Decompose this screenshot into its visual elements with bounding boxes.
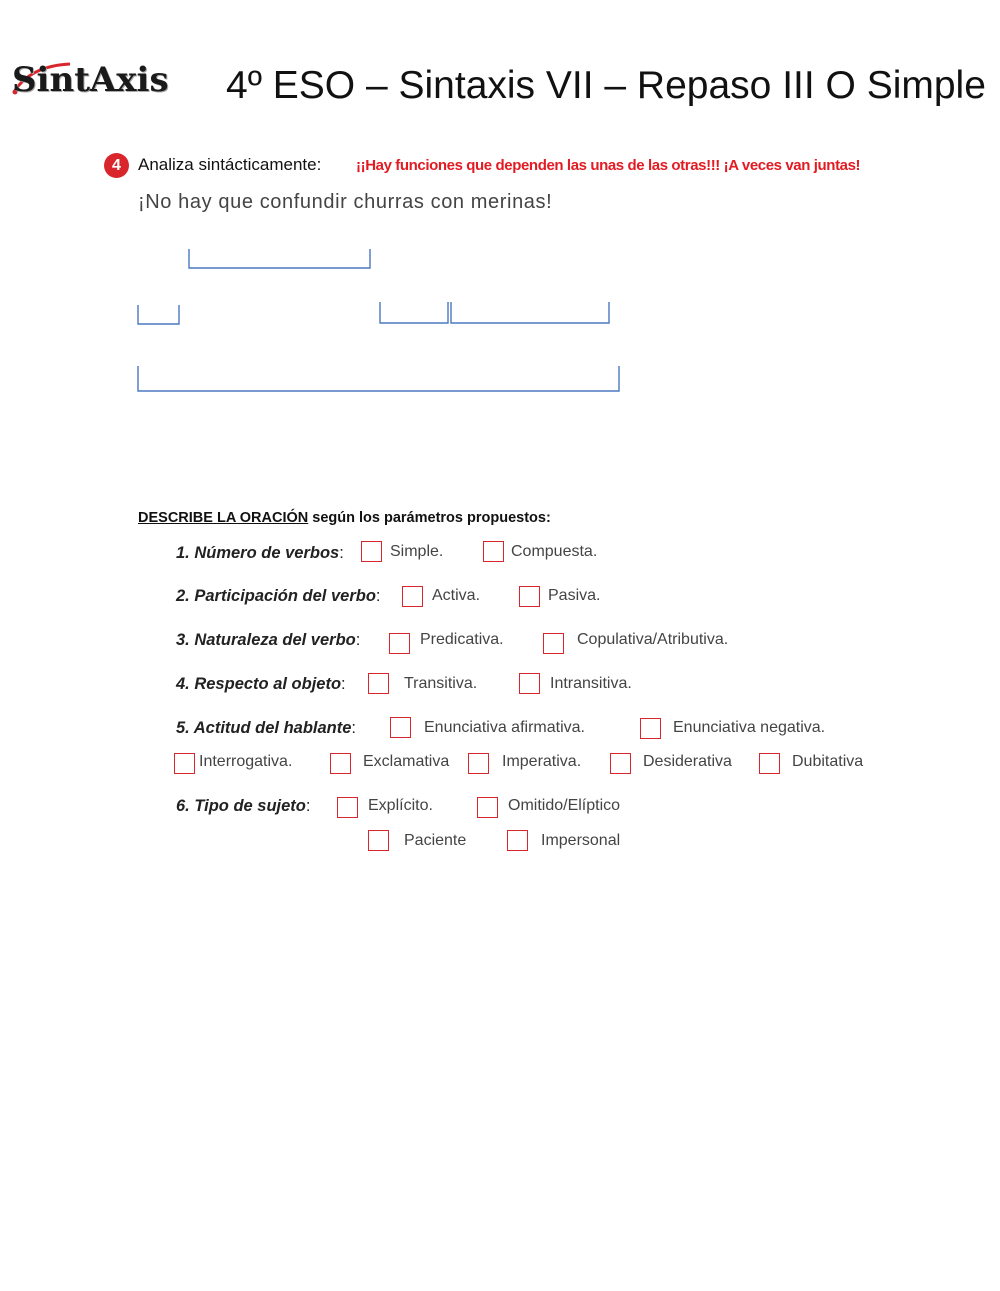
- checkbox-transitiva[interactable]: [368, 673, 389, 694]
- exercise-sentence: ¡No hay que confundir churras con merinas!: [138, 191, 553, 213]
- checkbox-enunciativa-afirmativa[interactable]: [390, 717, 411, 738]
- option-enunciativa-negativa: Enunciativa negativa.: [673, 719, 826, 736]
- question-6-label: 6. Tipo de sujeto:: [176, 797, 311, 815]
- option-simple: Simple.: [390, 543, 444, 560]
- question-3-label: 3. Naturaleza del verbo:: [176, 631, 361, 649]
- checkbox-predicativa[interactable]: [389, 633, 410, 654]
- logo: SintAxis: [12, 60, 169, 100]
- question-2-label: 2. Participación del verbo:: [176, 587, 381, 605]
- bracket-5: [138, 366, 619, 391]
- option-dubitativa: Dubitativa: [792, 753, 864, 770]
- option-intransitiva: Intransitiva.: [550, 675, 632, 692]
- describe-heading: [138, 507, 551, 529]
- option-copulativa: Copulativa/Atributiva.: [577, 631, 729, 648]
- page-title: 4º ESO – Sintaxis VII – Repaso III O Simple: [226, 64, 986, 107]
- option-desiderativa: Desiderativa: [643, 753, 732, 770]
- checkbox-enunciativa-negativa[interactable]: [640, 718, 661, 739]
- describe-heading-rest: según los parámetros propuestos:: [308, 510, 551, 526]
- checkbox-imperativa[interactable]: [468, 753, 489, 774]
- bracket-4: [451, 302, 609, 323]
- bracket-3: [380, 302, 448, 323]
- checkbox-activa[interactable]: [402, 586, 423, 607]
- option-compuesta: Compuesta.: [511, 543, 598, 560]
- question-1-label: 1. Número de verbos:: [176, 544, 344, 562]
- option-pasiva: Pasiva.: [548, 587, 601, 604]
- option-transitiva: Transitiva.: [404, 675, 478, 692]
- checkbox-pasiva[interactable]: [519, 586, 540, 607]
- checkbox-explicito[interactable]: [337, 797, 358, 818]
- bracket-1: [189, 249, 370, 268]
- checkbox-interrogativa[interactable]: [174, 753, 195, 774]
- option-interrogativa: Interrogativa.: [199, 753, 293, 770]
- question-4-label: 4. Respecto al objeto:: [176, 675, 346, 693]
- checkbox-impersonal[interactable]: [507, 830, 528, 851]
- bracket-2: [138, 305, 179, 324]
- option-exclamativa: Exclamativa: [363, 753, 450, 770]
- exercise-warning: ¡¡Hay funciones que dependen las unas de las otras!!! ¡A veces van juntas!: [356, 157, 861, 174]
- checkbox-simple[interactable]: [361, 541, 382, 562]
- checkbox-dubitativa[interactable]: [759, 753, 780, 774]
- checkbox-exclamativa[interactable]: [330, 753, 351, 774]
- checkbox-copulativa[interactable]: [543, 633, 564, 654]
- exercise-number-badge: 4: [104, 153, 129, 178]
- checkbox-intransitiva[interactable]: [519, 673, 540, 694]
- option-imperativa: Imperativa.: [502, 753, 582, 770]
- checkbox-omitido[interactable]: [477, 797, 498, 818]
- exercise-instruction: Analiza sintácticamente:: [138, 155, 322, 174]
- option-paciente: Paciente: [404, 832, 467, 849]
- option-impersonal: Impersonal: [541, 832, 621, 849]
- option-explicito: Explícito.: [368, 797, 433, 814]
- option-activa: Activa.: [432, 587, 481, 604]
- option-enunciativa-afirmativa: Enunciativa afirmativa.: [424, 719, 585, 736]
- option-omitido: Omitido/Elíptico: [508, 797, 621, 814]
- question-5-label: 5. Actitud del hablante:: [176, 719, 357, 737]
- describe-heading-underlined: DESCRIBE LA ORACIÓN: [138, 510, 309, 526]
- option-predicativa: Predicativa.: [420, 631, 504, 648]
- checkbox-paciente[interactable]: [368, 830, 389, 851]
- checkbox-compuesta[interactable]: [483, 541, 504, 562]
- analysis-brackets: [0, 0, 1000, 420]
- checkbox-desiderativa[interactable]: [610, 753, 631, 774]
